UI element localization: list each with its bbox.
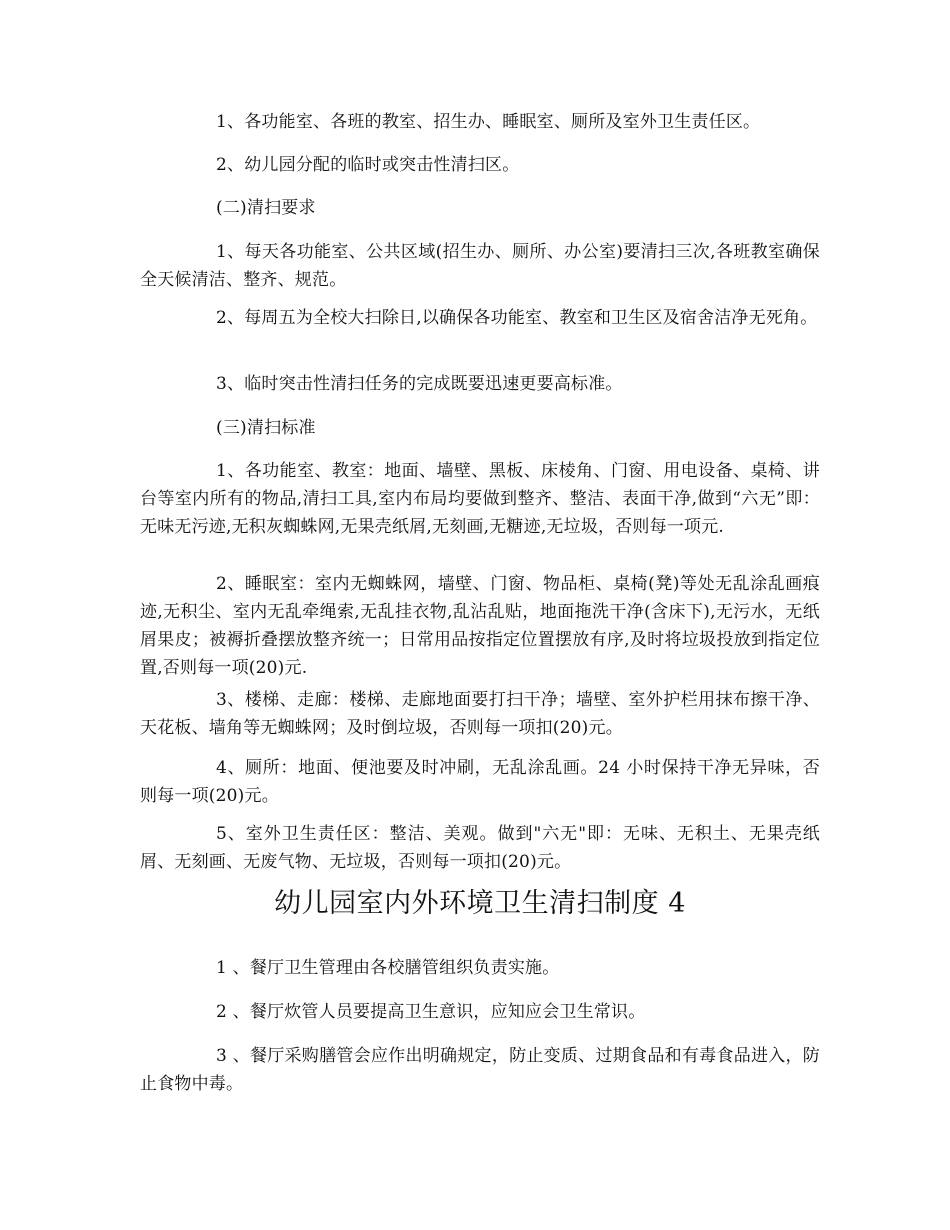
- paragraph-a2: 2、幼儿园分配的临时或突击性清扫区。: [216, 155, 520, 175]
- paragraph-c1: 1、各功能室、教室：地面、墙壁、黑板、床棱角、门窗、用电设备、桌椅、讲台等室内所有的物品,清扫工具,室内布局均要做到整齐、整洁、表面干净,做到“六无”即：无味无污迹,无积灰蜘蛛网,无果壳纸屑,无刻画,无糖迹,无垃圾，否则每一项元.: [140, 461, 820, 537]
- paragraph-c5: 5、室外卫生责任区：整洁、美观。做到"六无"即：无味、无积土、无果壳纸屑、无刻画、无废气物、无垃圾，否则每一项扣(20)元。: [140, 824, 820, 872]
- paragraph-a1: 1、各功能室、各班的教室、招生办、睡眠室、厕所及室外卫生责任区。: [216, 112, 761, 132]
- paragraph-d2: 2 、餐厅炊管人员要提高卫生意识，应知应会卫生常识。: [216, 1002, 646, 1022]
- section-heading: 幼儿园室内外环境卫生清扫制度 4: [274, 888, 686, 919]
- paragraph-d3: 3 、餐厅采购膳管会应作出明确规定，防止变质、过期食品和有毒食品进入，防止食物中毒。: [140, 1046, 820, 1094]
- paragraph-c2: 2、睡眠室：室内无蜘蛛网，墙壁、门窗、物品柜、桌椅(凳)等处无乱涂乱画痕迹,无积尘、室内无乱牵绳索,无乱挂衣物,乱沾乱贴，地面拖洗干净(含床下),无污水，无纸屑果皮；被褥折叠摆放整齐统一；日常用品按指定位置摆放有序,及时将垃圾投放到指定位置,否则每一项(20)元.: [140, 574, 820, 678]
- paragraph-c3: 3、楼梯、走廊：楼梯、走廊地面要打扫干净；墙壁、室外护栏用抹布擦干净、天花板、墙角等无蜘蛛网；及时倒垃圾，否则每一项扣(20)元。: [140, 690, 820, 738]
- paragraph-b2: 2、每周五为全校大扫除日,以确保各功能室、教室和卫生区及宿舍洁净无死角。: [216, 308, 818, 328]
- section-title-requirements: (二)清扫要求: [216, 198, 316, 218]
- paragraph-c4: 4、厕所：地面、便池要及时冲刷，无乱涂乱画。24 小时保持干净无异味，否则每一项(20)元。: [140, 758, 820, 806]
- paragraph-b3: 3、临时突击性清扫任务的完成既要迅速更要高标准。: [216, 374, 623, 394]
- paragraph-b1: 1、每天各功能室、公共区域(招生办、厕所、办公室)要清扫三次,各班教室确保全天候清洁、整齐、规范。: [140, 242, 820, 290]
- paragraph-d1: 1 、餐厅卫生管理由各校膳管组织负责实施。: [216, 958, 560, 978]
- section-title-standards: (三)清扫标准: [216, 418, 316, 438]
